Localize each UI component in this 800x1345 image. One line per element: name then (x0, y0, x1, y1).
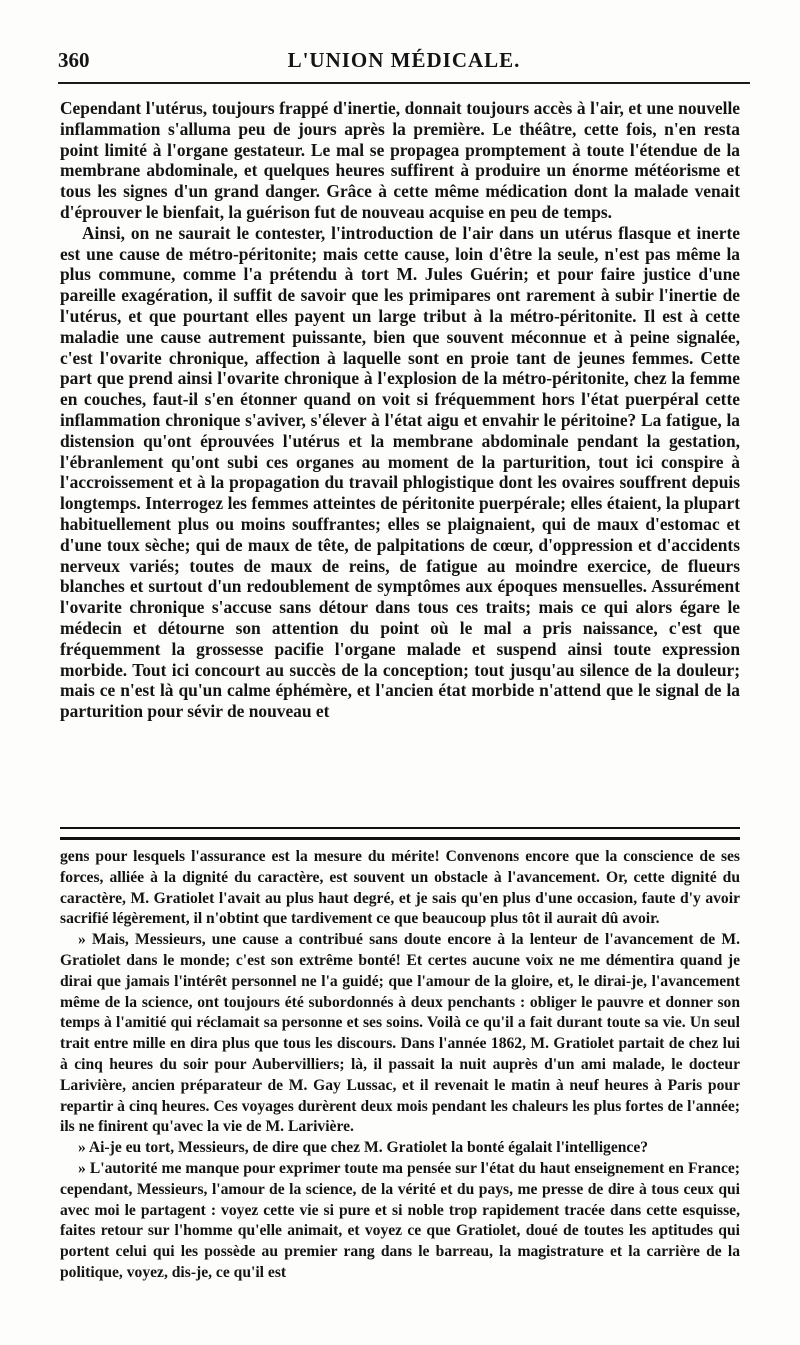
main-text (60, 98, 740, 722)
page-header (58, 44, 750, 84)
page-number: 360 (58, 48, 90, 72)
header-rule (58, 82, 750, 84)
footnote-paragraph: gens pour lesquels l'assurance est la mesure du mérite! Convenons encore que la conscience de ses forces, alliée à la dignité du caractère, est souvent un obstacle à l'avancement. Or, cette dignité du caractère, M. Gratiolet l'avait au plus haut degré, et je sais qu'en plus d'une occasion, faute d'y avoir sacrifié légèrement, il n'obtint que tardivement ce que beaucoup plus tôt il aurait dû avoir. (60, 848, 740, 928)
footnote-text (60, 847, 740, 1284)
main-paragraph: Ainsi, on ne saurait le contester, l'introduction de l'air dans un utérus flasque et inerte est une cause de métro-péritonite; mais cette cause, loin d'être la seule, n'est pas même la plus commune, comme l'a prétendu à tort M. Jules Guérin; et pour faire justice d'une pareille exagération, il suffit de savoir que les primipares ont rarement à subir l'inertie de l'utérus, et que pourtant elles payent un large tribut à la métro-péritonite. Il est à cette maladie une cause autrement puissante, bien que souvent méconnue et à peine signalée, c'est l'ovarite chronique, affection à laquelle sont en proie tant de jeunes femmes. Cette part que prend ainsi l'ovarite chronique à l'explosion de la métro-péritonite, chez la femme en couches, faut-il s'en étonner quand on voit si fréquemment hors l'état puerpéral cette inflammation chronique s'aviver, s'élever à l'état aigu et envahir le péritoine? La fatigue, la distension qu'ont éprouvées l'utérus et la membrane abdominale pendant la gestation, l'ébranlement qu'ont subi ces organes au moment de la parturition, tout ici conspire à l'accroissement et à la propagation du travail phlogistique dont les ovaires souffrent depuis longtemps. Interrogez les femmes atteintes de péritonite puerpérale; elles étaient, la plupart habituellement plus ou moins souffrantes; elles se plaignaient, qui de maux d'estomac et d'une toux sèche; qui de maux de tête, de palpitations de cœur, d'oppression et d'accidents nerveux variés; toutes de maux de reins, de fatigue au moindre exercice, de flueurs blanches et surtout d'un redoublement de symptômes aux époques mensuelles. Assurément l'ovarite chronique s'accuse sans détour dans tous ces traits; mais ce qui alors égare le médecin et détourne son attention du point où le mal a pris naissance, c'est que fréquemment la grossesse pacifie l'organe malade et suspend ainsi toute expression morbide. Tout ici concourt au succès de la conception; tout jusqu'au silence de la douleur; mais ce n'est là qu'un calme éphémère, et l'ancien état morbide n'attend que le signal de la parturition pour sévir de nouveau et (60, 222, 740, 722)
footnote-paragraph: » Mais, Messieurs, une cause a contribué sans doute encore à la lenteur de l'avancement de M. Gratiolet dans le monde; c'est son extrême bonté! Et certes aucune voix ne me démentira quand je dirai que jamais l'intérêt personnel ne l'a guidé; que l'amour de la gloire, et, le dirai-je, l'avancement même de la science, ont toujours été subordonnés à deux penchants : obliger le pauvre et donner son temps à l'amitié qui réclamait sa personne et ses soins. Voilà ce qu'il a fait durant toute sa vie. Un seul trait entre mille en dira plus que tous les discours. Dans l'année 1862, M. Gratiolet partait de chez lui à cinq heures du soir pour Aubervilliers; là, il passait la nuit auprès d'un ami malade, le docteur Larivière, ancien préparateur de M. Gay Lussac, et il revenait le matin à neuf heures à Paris pour repartir à cinq heures. Ces voyages durèrent deux mois pendant les chaleurs les plus fortes de l'année; ils ne finirent qu'avec la vie de M. Larivière. (60, 931, 740, 1136)
footnote-separator (60, 827, 740, 840)
journal-title: L'UNION MÉDICALE. (287, 48, 521, 72)
footnote-paragraph: » Ai-je eu tort, Messieurs, de dire que chez M. Gratiolet la bonté égalait l'intelligence? (78, 1139, 649, 1157)
footnote-paragraph: » L'autorité me manque pour exprimer toute ma pensée sur l'état du haut enseignement en France; cependant, Messieurs, l'amour de la science, de la vérité et du pays, me presse de dire à tous ceux qui avec moi le partagent : voyez cette vie si pure et si noble trop rapidement tracée dans cette esquisse, faites retour sur l'homme qu'elle animait, et voyez ce que Gratiolet, doué de toutes les aptitudes qui portent celui qui les possède au premier rang dans le barreau, la magistrature et la carrière de la politique, voyez, dis-je, ce qu'il est (60, 1159, 740, 1281)
main-paragraph: Cependant l'utérus, toujours frappé d'inertie, donnait toujours accès à l'air, et une nouvelle inflammation s'alluma peu de jours après la première. Le théâtre, cette fois, n'en resta point limité à l'organe gestateur. Le mal se propagea promptement à toute l'étendue de la membrane abdominale, et quelques heures suffirent à produire un énorme météorisme et tous les signes d'un grand danger. Grâce à cette même médication dont la malade venait d'éprouver le bienfait, la guérison fut de nouveau acquise en peu de temps. (60, 98, 740, 222)
